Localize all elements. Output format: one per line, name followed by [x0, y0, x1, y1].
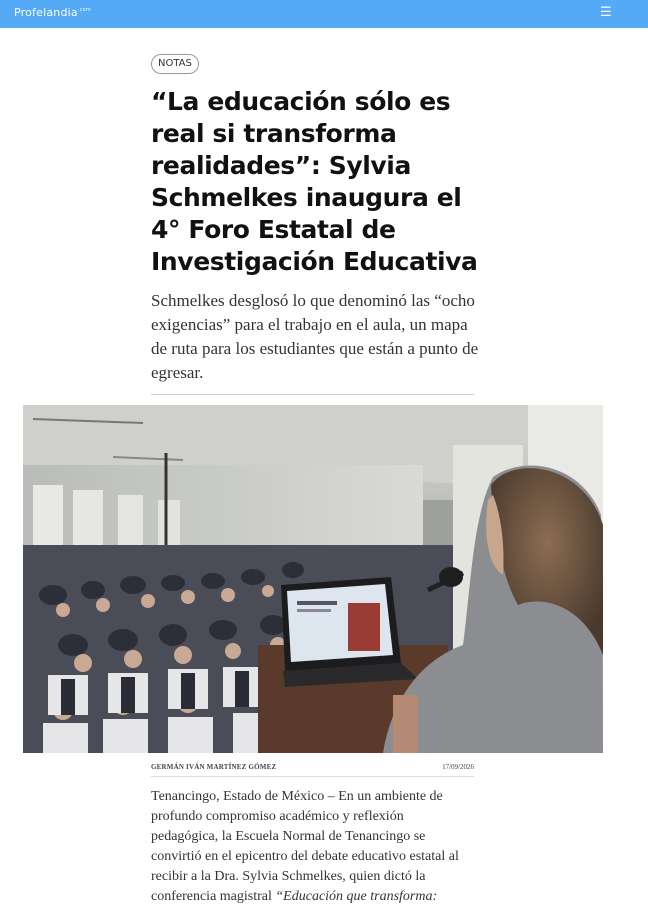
article-photo — [23, 405, 603, 753]
site-logo[interactable] — [14, 6, 91, 19]
author-byline[interactable]: GERMÁN IVÁN MARTÍNEZ GÓMEZ — [151, 763, 277, 771]
article-dek: Schmelkes desglosó lo que denominó las “ocho exigencias” para el trabajo en el aula, un mapa de ruta para los estudiantes que están a punto de egresar. — [151, 291, 479, 382]
category-badge[interactable]: NOTAS — [151, 54, 199, 74]
logo-text: Profelandia — [14, 6, 78, 19]
body-quote: “Educación que transforma: — [275, 889, 438, 904]
top-navigation-bar — [0, 0, 648, 28]
hamburger-menu-icon[interactable]: ☰ — [600, 5, 612, 20]
article-body-paragraph — [151, 787, 469, 907]
article-title: “La educación sólo es real si transforma realidades”: Sylvia Schmelkes inaugura el 4° Foro Estatal de Investigación Educativa — [151, 87, 478, 276]
logo-suffix: .com — [77, 7, 91, 14]
divider — [151, 394, 474, 395]
publish-date: 17/09/2026 — [442, 763, 474, 771]
body-text: Tenancingo, Estado de México – En un ambiente de profundo compromiso académico y reflexión pedagógica, la Escuela Normal de Tenancingo se convirtió en el epicentro del debate educativo estatal al recibir a la Dra. Sylvia Schmelkes, quien dictó la conferencia magistral — [151, 789, 459, 904]
divider — [151, 776, 474, 777]
